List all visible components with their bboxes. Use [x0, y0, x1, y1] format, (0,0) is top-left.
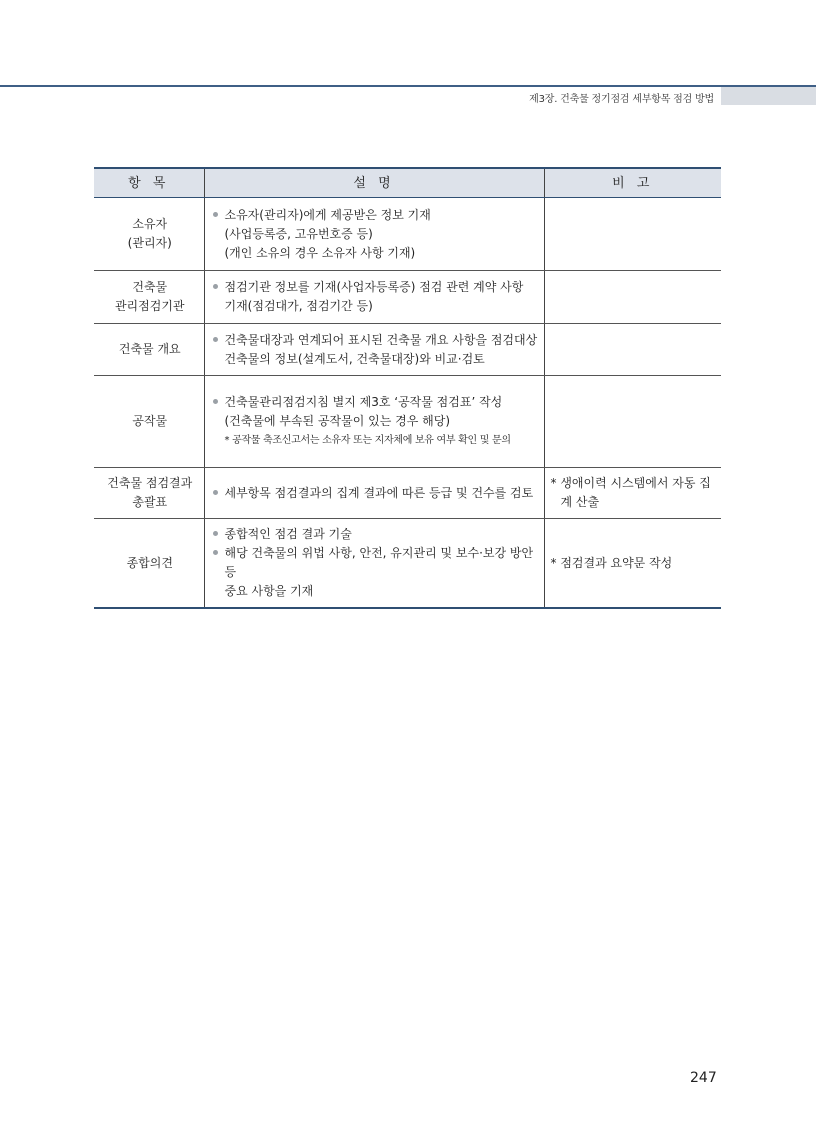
bullet-item: 소유자(관리자)에게 제공받은 정보 기재 [211, 206, 540, 225]
remark-note: * 점검결과 요약문 작성 [550, 555, 673, 570]
remarks-cell [544, 468, 721, 519]
bullet-item: 세부항목 점검결과의 집계 결과에 따른 등급 및 건수를 검토 [211, 484, 540, 503]
item-label: 관리점검기관 [114, 299, 185, 313]
item-label: 총괄표 [132, 495, 168, 509]
bullet-continuation: 건축물의 정보(설계도서, 건축물대장)와 비교·검토 [224, 351, 485, 366]
description-cell [204, 519, 544, 609]
column-header-description: 설 명 [204, 168, 544, 198]
remarks-cell [544, 271, 721, 324]
header-tab [721, 87, 816, 105]
item-cell [94, 376, 204, 468]
bullet-continuation: (건축물에 부속된 공작물이 있는 경우 해당) [224, 414, 451, 428]
item-cell [94, 324, 204, 376]
page-number: 247 [690, 1070, 717, 1086]
item-label: 종합의견 [126, 555, 173, 570]
description-cell [204, 376, 544, 468]
bullet-continuation: (사업등록증, 고유번호증 등) [224, 226, 373, 241]
item-label: 건축물 [132, 280, 168, 294]
item-label: 건축물 점검결과 [107, 476, 193, 490]
item-cell [94, 271, 204, 324]
description-cell [204, 468, 544, 519]
remarks-cell [544, 519, 721, 609]
bullet-continuation: (개인 소유의 경우 소유자 사항 기재) [224, 245, 416, 260]
table-row [94, 376, 721, 468]
table-row [94, 468, 721, 519]
chapter-title: 제3장. 건축물 정기점검 세부항목 점검 방법 [529, 94, 714, 105]
bullet-continuation: 기재(점검대가, 점검기간 등) [224, 299, 373, 313]
remarks-cell [544, 376, 721, 468]
bullet-item: 점검기관 정보를 기재(사업자등록증) 점검 관련 계약 사항 [211, 278, 540, 297]
description-cell [204, 324, 544, 376]
item-label: 소유자 [132, 217, 168, 231]
table-row [94, 519, 721, 609]
item-cell [94, 519, 204, 609]
table-row [94, 198, 721, 271]
item-cell [94, 198, 204, 271]
description-cell [204, 198, 544, 271]
remarks-cell [544, 324, 721, 376]
item-label: 공작물 [132, 414, 168, 428]
column-header-item: 항 목 [94, 168, 204, 198]
item-cell [94, 468, 204, 519]
bullet-continuation: 중요 사항을 기재 [224, 584, 314, 598]
bullet-item: 건축물대장과 연계되어 표시된 건축물 개요 사항을 점검대상 [211, 331, 540, 350]
header-rule [0, 85, 816, 87]
table-row [94, 324, 721, 376]
description-cell [204, 271, 544, 324]
table-header-row [94, 168, 721, 198]
bullet-item: 해당 건축물의 위법 사항, 안전, 유지관리 및 보수·보강 방안 등 [211, 544, 540, 582]
column-header-remarks: 비 고 [544, 168, 721, 198]
table-row [94, 271, 721, 324]
remarks-cell [544, 198, 721, 271]
bullet-item: 종합적인 점검 결과 기술 [211, 525, 540, 544]
remark-note: * 생애이력 시스템에서 자동 집계 산출 [550, 476, 711, 509]
inspection-items-table [94, 167, 721, 609]
item-label: 건축물 개요 [118, 342, 181, 356]
item-label: (관리자) [127, 236, 172, 250]
footnote: * 공작물 축조신고서는 소유자 또는 지자체에 보유 여부 확인 및 문의 [224, 435, 511, 446]
bullet-item: 건축물관리점검지침 별지 제3호 ‘공작물 점검표’ 작성 [211, 393, 540, 412]
